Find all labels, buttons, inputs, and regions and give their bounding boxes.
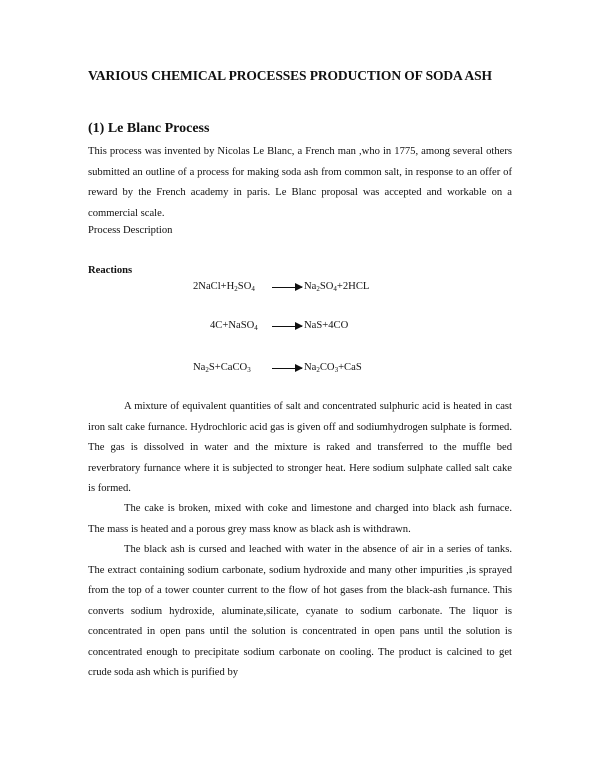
- reaction-arrow-icon: [272, 326, 302, 327]
- intro-paragraph: This process was invented by Nicolas Le Blanc, a French man ,who in 1775, among several others submitted an outline of a process for making soda ash from common salt, in response to an offer of reward by the French academy in paris. Le Blanc proposal was accepted and workable on a commercial scale.: [88, 146, 512, 219]
- reaction-equation-2: [0, 320, 600, 336]
- reaction-equation-1: [0, 281, 600, 297]
- reaction-arrow-icon: [272, 368, 302, 369]
- body-paragraph-2: The cake is broken, mixed with coke and limestone and charged into black ash furnace. The mass is heated and a porous grey mass know as black ash is withdrawn.: [88, 503, 512, 535]
- section-heading: (1) Le Blanc Process: [88, 121, 210, 136]
- reaction-1-reactants: $2NaCl+H_2SO_4$: [193, 281, 255, 293]
- body-paragraph-1: A mixture of equivalent quantities of salt and concentrated sulphuric acid is heated in cast iron salt cake furnance. Hydrochloric acid gas is given off and sodiumhydrogen sulphate is formed. The gas is dissolved in water and the mixture is raked and transferred to the muffle bed reverbratory furnance where it is subjected to stronger heat. Here sodium sulphate called salt cake is formed.: [88, 401, 512, 494]
- reaction-arrow-icon: [272, 287, 302, 288]
- reaction-3-reactants: $Na_2S+CaCO_3$: [193, 362, 251, 374]
- reaction-equation-3: [0, 362, 600, 378]
- reaction-3-products: $Na_2CO_3+CaS$: [304, 362, 362, 374]
- body-paragraph-3: The black ash is cursed and leached with water in the absence of air in a series of tanks. The extract containing sodium carbonate, sodium hydroxide and many other impurities ,is sprayed from the top of a tower counter current to the flow of hot gases from the black-ash furnance. This converts sodium hydroxide, aluminate,silicate, cyanate to sodium carbonate. The liquor is concentrated in open pans until the solution is concentrated in open pans until the solution is concentrated enough to precipitate sodium carbonate on cooling. The product is calcined to get crude soda ash which is purified by: [88, 544, 512, 678]
- reaction-1-products: $Na_2SO_4+2HCL$: [304, 281, 370, 293]
- process-description-label: Process Description: [88, 225, 173, 236]
- reaction-2-reactants: 4C+NaSO$_4$: [210, 320, 258, 332]
- document-title: VARIOUS CHEMICAL PROCESSES PRODUCTION OF SODA ASH: [88, 68, 492, 83]
- reaction-2-products: NaS+4CO: [304, 320, 349, 331]
- reactions-heading: Reactions: [88, 265, 133, 276]
